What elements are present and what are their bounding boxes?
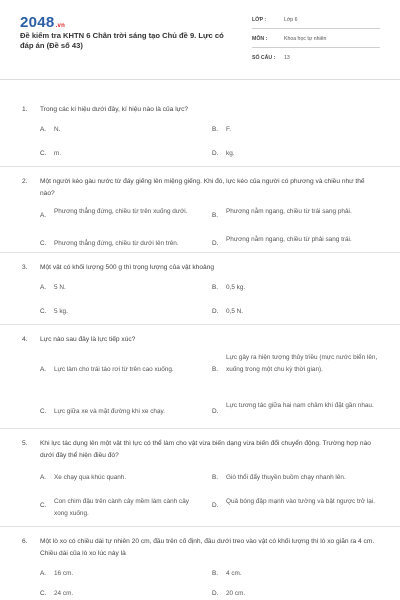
site-logo[interactable] xyxy=(20,14,65,31)
question-text: Trong các kí hiệu dưới đây, kí hiệu nào là của lực? xyxy=(40,106,189,113)
question-number: 2. xyxy=(22,178,28,185)
meta-value: Lớp 6 xyxy=(284,17,298,23)
exam-meta xyxy=(252,14,380,70)
meta-key: MÔN : xyxy=(252,36,268,42)
option-letter: D. xyxy=(212,590,219,597)
option-d[interactable]: Quả bóng đập mạnh vào tường và bật ngược trở lại. xyxy=(226,498,376,505)
question-text: Khi lực tác dụng lên một vật thì lực có thể làm cho vật vừa biến dạng vừa biến đổi chuyển động. Trường hợp nào dưới đây thể hiện điều đó? xyxy=(40,440,371,459)
logo-text: 2048 xyxy=(20,14,55,31)
option-a[interactable]: Phương thẳng đứng, chiều từ trên xuống dưới. xyxy=(54,208,188,215)
option-a[interactable]: Xe chạy qua khúc quanh. xyxy=(54,474,127,481)
option-letter: D. xyxy=(212,308,219,315)
question-number: 1. xyxy=(22,106,28,113)
question-text: Lực nào sau đây là lực tiếp xúc? xyxy=(40,336,136,343)
option-a[interactable]: Lực làm cho trái táo rơi từ trên cao xuống. xyxy=(54,366,174,373)
option-letter: D. xyxy=(212,408,219,415)
option-b[interactable]: Phương nằm ngang, chiều từ trái sang phải. xyxy=(226,208,352,215)
option-letter: B. xyxy=(212,284,219,291)
meta-row-class xyxy=(252,14,380,29)
header xyxy=(0,0,400,88)
page-title: Đề kiểm tra KHTN 6 Chân trời sáng tạo Chủ đề 9. Lực có đáp án (Đề số 43) xyxy=(20,31,224,50)
meta-key: LỚP : xyxy=(252,17,267,23)
option-letter: C. xyxy=(40,408,47,415)
option-letter: B. xyxy=(212,474,219,481)
question-number: 4. xyxy=(22,336,28,343)
option-letter: A. xyxy=(40,126,47,133)
option-letter: C. xyxy=(40,502,47,509)
option-letter: C. xyxy=(40,308,47,315)
option-letter: D. xyxy=(212,150,219,157)
option-c[interactable]: Lực giữa xe và mặt đường khi xe chạy. xyxy=(54,408,166,415)
option-letter: C. xyxy=(40,150,47,157)
option-a[interactable]: 5 N. xyxy=(54,284,66,291)
option-b[interactable]: Lực gây ra hiện tượng thủy triều (mực nước biển lên, xuống trong một chu kỳ thời gian). xyxy=(226,354,378,373)
option-letter: A. xyxy=(40,474,47,481)
header-divider xyxy=(0,79,400,80)
question-text: Một lò xo có chiều dài tự nhiên 20 cm, đầu trên cố định, đầu dưới treo vào vật có khối lượng thì lò xo giãn ra 4 cm. Chiều dài của lò xo lúc này là xyxy=(40,538,375,557)
meta-row-subject xyxy=(252,33,380,48)
option-letter: A. xyxy=(40,212,47,219)
option-c[interactable]: 5 kg. xyxy=(54,308,68,315)
question-divider xyxy=(0,428,400,429)
question-divider xyxy=(0,324,400,325)
option-letter: B. xyxy=(212,366,219,373)
option-b[interactable]: 0,5 kg. xyxy=(226,284,246,291)
option-letter: D. xyxy=(212,240,219,247)
option-letter: B. xyxy=(212,570,219,577)
option-d[interactable]: Phương nằm ngang, chiều từ phải sang trái. xyxy=(226,236,352,243)
option-letter: A. xyxy=(40,366,47,373)
option-c[interactable]: Con chim đậu trên cành cây mềm làm cành cây xong xuống. xyxy=(54,498,189,517)
option-letter: A. xyxy=(40,284,47,291)
logo-domain: .vn xyxy=(55,23,66,29)
meta-value: 13 xyxy=(284,55,290,61)
option-letter: B. xyxy=(212,126,219,133)
meta-row-count xyxy=(252,52,380,66)
option-c[interactable]: Phương thẳng đứng, chiều từ dưới lên trên. xyxy=(54,240,179,247)
option-d[interactable]: kg. xyxy=(226,150,235,157)
option-d[interactable]: 0,5 N. xyxy=(226,308,244,315)
question-divider xyxy=(0,252,400,253)
meta-value: Khoa học tự nhiên xyxy=(284,36,327,42)
question-number: 5. xyxy=(22,440,28,447)
option-letter: A. xyxy=(40,570,47,577)
option-letter: D. xyxy=(212,502,219,509)
option-c[interactable]: 24 cm. xyxy=(54,590,74,597)
option-letter: B. xyxy=(212,212,219,219)
option-letter: C. xyxy=(40,590,47,597)
question-divider xyxy=(0,526,400,527)
option-b[interactable]: F. xyxy=(226,126,231,133)
question-text: Một người kéo gàu nước từ đáy giếng lên miệng giếng. Khi đó, lực kéo của người có phương và chiều như thế nào? xyxy=(40,178,365,197)
question-divider xyxy=(0,166,400,167)
option-letter: C. xyxy=(40,240,47,247)
question-number: 6. xyxy=(22,538,28,545)
option-d[interactable]: Lực tương tác giữa hai nam châm khi đặt gần nhau. xyxy=(226,402,374,409)
option-b[interactable]: Gió thổi đẩy thuyền buồm chạy nhanh lên. xyxy=(226,474,346,481)
question-number: 3. xyxy=(22,264,28,271)
option-b[interactable]: 4 cm. xyxy=(226,570,242,577)
option-a[interactable]: N. xyxy=(54,126,61,133)
option-c[interactable]: m. xyxy=(54,150,62,157)
option-a[interactable]: 16 cm. xyxy=(54,570,74,577)
meta-key: SỐ CÂU : xyxy=(252,55,276,61)
question-text: Một vật có khối lượng 500 g thì trọng lượng của vật khoảng xyxy=(40,264,214,271)
option-d[interactable]: 20 cm. xyxy=(226,590,246,597)
